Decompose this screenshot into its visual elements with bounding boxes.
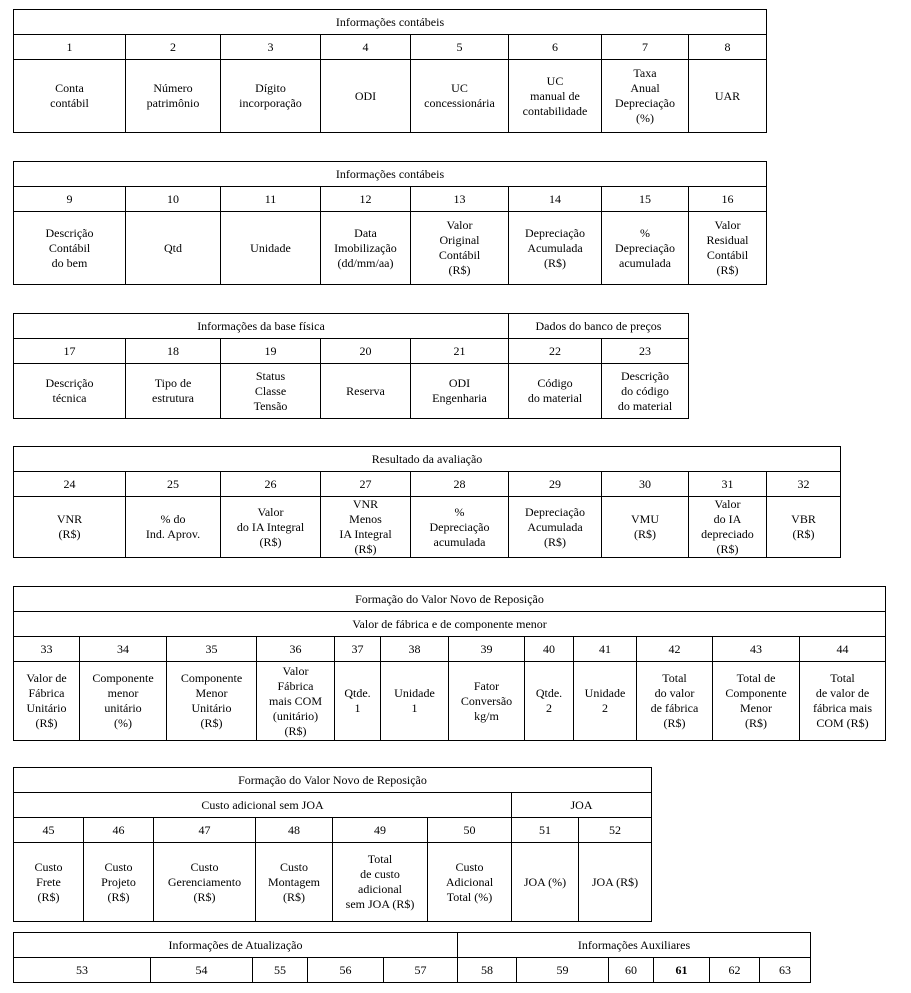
column-number: 16 [689, 187, 767, 212]
number-row [14, 339, 689, 364]
column-number: 29 [509, 472, 602, 497]
column-number: 1 [14, 35, 126, 60]
number-row [14, 472, 841, 497]
column-label: ODI [321, 60, 411, 133]
column-number: 4 [321, 35, 411, 60]
column-number: 12 [321, 187, 411, 212]
number-row [14, 818, 652, 843]
column-number: 13 [411, 187, 509, 212]
label-row [14, 364, 689, 419]
label-row [14, 497, 841, 558]
column-number: 44 [800, 637, 886, 662]
column-number: 45 [14, 818, 84, 843]
column-label: Total de Componente Menor (R$) [713, 662, 800, 741]
column-number: 28 [411, 472, 509, 497]
column-label: Valor Fábrica mais COM (unitário) (R$) [257, 662, 335, 741]
table-subtitle-joa: JOA [512, 793, 652, 818]
column-number: 25 [126, 472, 221, 497]
column-label: % Depreciação acumulada [602, 212, 689, 285]
column-label: JOA (R$) [579, 843, 652, 922]
column-number: 14 [509, 187, 602, 212]
table-title: Resultado da avaliação [14, 447, 841, 472]
column-label: VNR (R$) [14, 497, 126, 558]
column-number: 56 [308, 958, 384, 983]
column-label: Fator Conversão kg/m [449, 662, 525, 741]
column-label: VBR (R$) [767, 497, 841, 558]
column-number: 6 [509, 35, 602, 60]
column-label: % do Ind. Aprov. [126, 497, 221, 558]
column-number: 23 [602, 339, 689, 364]
table-resultado-avaliacao [13, 446, 841, 558]
table-custo-adicional [13, 767, 652, 922]
table-subtitle-custo: Custo adicional sem JOA [14, 793, 512, 818]
column-label: Descrição Contábil do bem [14, 212, 126, 285]
column-label: Valor Original Contábil (R$) [411, 212, 509, 285]
column-label: Código do material [509, 364, 602, 419]
column-number: 49 [333, 818, 428, 843]
column-number: 48 [256, 818, 333, 843]
column-number: 32 [767, 472, 841, 497]
table-title-banco-precos: Dados do banco de preços [509, 314, 689, 339]
column-number: 35 [167, 637, 257, 662]
column-number: 22 [509, 339, 602, 364]
table-title: Informações contábeis [14, 162, 767, 187]
column-number: 31 [689, 472, 767, 497]
column-number: 8 [689, 35, 767, 60]
column-label: Tipo de estrutura [126, 364, 221, 419]
table-title-auxiliares: Informações Auxiliares [458, 933, 811, 958]
column-label: UAR [689, 60, 767, 133]
column-label: Qtde. 2 [525, 662, 574, 741]
column-number: 2 [126, 35, 221, 60]
column-label: Valor do IA Integral (R$) [221, 497, 321, 558]
label-row [14, 662, 886, 741]
column-label: Depreciação Acumulada (R$) [509, 497, 602, 558]
column-label: Taxa Anual Depreciação (%) [602, 60, 689, 133]
table-subtitle: Valor de fábrica e de componente menor [14, 612, 886, 637]
column-number: 38 [381, 637, 449, 662]
column-number: 51 [512, 818, 579, 843]
label-row [14, 60, 767, 133]
column-label: Descrição do código do material [602, 364, 689, 419]
label-row [14, 843, 652, 922]
column-number: 33 [14, 637, 80, 662]
column-label: % Depreciação acumulada [411, 497, 509, 558]
column-label: VMU (R$) [602, 497, 689, 558]
column-label: Depreciação Acumulada (R$) [509, 212, 602, 285]
column-label: Custo Frete (R$) [14, 843, 84, 922]
column-number: 41 [574, 637, 637, 662]
table-informacoes-contabeis-2 [13, 161, 767, 285]
column-number: 55 [253, 958, 308, 983]
column-label: Total do valor de fábrica (R$) [637, 662, 713, 741]
column-number: 27 [321, 472, 411, 497]
column-label: UC manual de contabilidade [509, 60, 602, 133]
column-number: 40 [525, 637, 574, 662]
column-label: Reserva [321, 364, 411, 419]
number-row [14, 958, 811, 983]
column-label: Valor do IA depreciado (R$) [689, 497, 767, 558]
column-number: 34 [80, 637, 167, 662]
column-number: 3 [221, 35, 321, 60]
column-number: 26 [221, 472, 321, 497]
table-base-fisica [13, 313, 689, 419]
column-number: 60 [609, 958, 654, 983]
column-label: Custo Adicional Total (%) [428, 843, 512, 922]
column-label: Unidade 2 [574, 662, 637, 741]
column-number: 37 [335, 637, 381, 662]
column-number: 42 [637, 637, 713, 662]
column-number: 36 [257, 637, 335, 662]
column-label: JOA (%) [512, 843, 579, 922]
column-number: 61 [654, 958, 710, 983]
column-number: 39 [449, 637, 525, 662]
column-label: Data Imobilização (dd/mm/aa) [321, 212, 411, 285]
column-number: 59 [517, 958, 609, 983]
column-label: Valor de Fábrica Unitário (R$) [14, 662, 80, 741]
column-number: 53 [14, 958, 151, 983]
number-row [14, 187, 767, 212]
column-number: 46 [84, 818, 154, 843]
column-label: Descrição técnica [14, 364, 126, 419]
table-informacoes-contabeis-1 [13, 9, 767, 133]
column-number: 9 [14, 187, 126, 212]
column-number: 30 [602, 472, 689, 497]
column-label: Unidade 1 [381, 662, 449, 741]
column-number: 57 [384, 958, 458, 983]
table-valor-fabrica [13, 586, 886, 741]
column-label: Componente Menor Unitário (R$) [167, 662, 257, 741]
column-label: Custo Montagem (R$) [256, 843, 333, 922]
column-label: Valor Residual Contábil (R$) [689, 212, 767, 285]
table-atualizacao-auxiliares [13, 932, 811, 983]
column-label: Custo Gerenciamento (R$) [154, 843, 256, 922]
column-number: 58 [458, 958, 517, 983]
table-title: Formação do Valor Novo de Reposição [14, 768, 652, 793]
label-row [14, 212, 767, 285]
table-title-base-fisica: Informações da base física [14, 314, 509, 339]
column-label: Conta contábil [14, 60, 126, 133]
column-label: Total de custo adicional sem JOA (R$) [333, 843, 428, 922]
column-label: Total de valor de fábrica mais COM (R$) [800, 662, 886, 741]
column-label: Status Classe Tensão [221, 364, 321, 419]
column-number: 5 [411, 35, 509, 60]
column-number: 21 [411, 339, 509, 364]
column-label: UC concessionária [411, 60, 509, 133]
column-number: 50 [428, 818, 512, 843]
table-title: Formação do Valor Novo de Reposição [14, 587, 886, 612]
table-title: Informações contábeis [14, 10, 767, 35]
column-number: 11 [221, 187, 321, 212]
column-number: 10 [126, 187, 221, 212]
column-number: 63 [760, 958, 811, 983]
column-number: 54 [151, 958, 253, 983]
column-label: Componente menor unitário (%) [80, 662, 167, 741]
column-number: 18 [126, 339, 221, 364]
column-label: Qtde. 1 [335, 662, 381, 741]
column-number: 52 [579, 818, 652, 843]
column-label: ODI Engenharia [411, 364, 509, 419]
table-title-atualizacao: Informações de Atualização [14, 933, 458, 958]
column-number: 62 [710, 958, 760, 983]
column-number: 43 [713, 637, 800, 662]
column-label: Dígito incorporação [221, 60, 321, 133]
column-number: 19 [221, 339, 321, 364]
number-row [14, 637, 886, 662]
column-number: 24 [14, 472, 126, 497]
column-label: VNR Menos IA Integral (R$) [321, 497, 411, 558]
column-number: 20 [321, 339, 411, 364]
column-number: 7 [602, 35, 689, 60]
column-label: Número patrimônio [126, 60, 221, 133]
column-number: 15 [602, 187, 689, 212]
column-label: Custo Projeto (R$) [84, 843, 154, 922]
column-number: 47 [154, 818, 256, 843]
column-number: 17 [14, 339, 126, 364]
column-label: Unidade [221, 212, 321, 285]
column-label: Qtd [126, 212, 221, 285]
number-row [14, 35, 767, 60]
